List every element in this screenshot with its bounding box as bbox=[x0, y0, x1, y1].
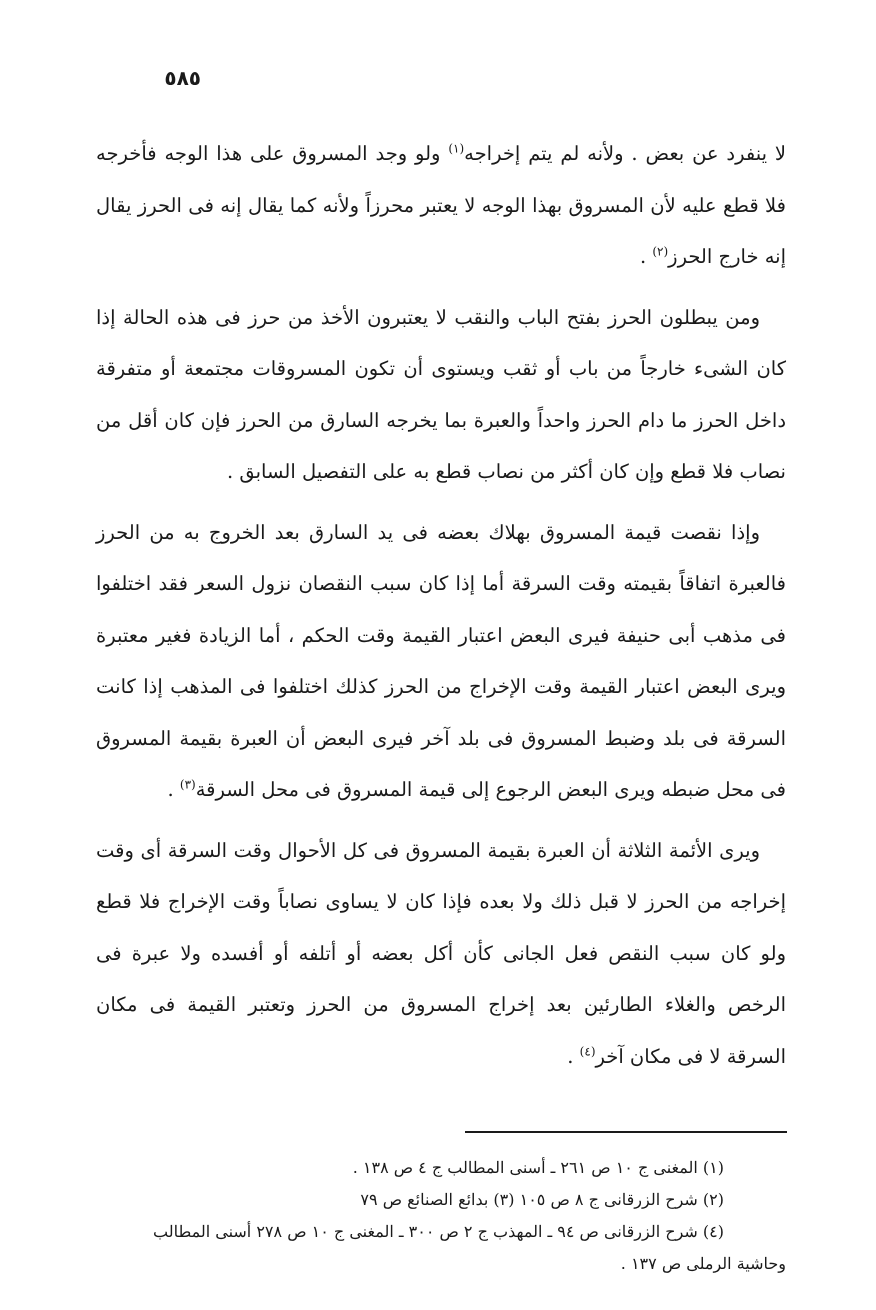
paragraph-3-tail: . bbox=[167, 778, 180, 801]
footnote-1: (١) المغنى ج ١٠ ص ٢٦١ ـ أسنى المطالب ج ٤ ص ١٣٨ . bbox=[352, 1158, 724, 1177]
paragraph-1-lead: لا ينفرد عن بعض . ولأنه لم يتم إخراجه bbox=[464, 142, 787, 165]
main-text bbox=[96, 128, 786, 1091]
paragraph-2: ومن يبطلون الحرز بفتح الباب والنقب لا يعتبرون الأخذ من حرز فى هذه الحالة إذا كان الشىء خارجاً من باب أو ثقب ويستوى أن تكون المسروقات مجتمعة أو متفرقة داخل الحرز ما دام الحرز واحداً والعبرة بما يخرجه السارق من الحرز فإن كان أقل من نصاب فلا قطع وإن كان أكثر من نصاب قطع به على التفصيل السابق . bbox=[96, 305, 786, 483]
page-number: ٥٨٥ bbox=[164, 66, 201, 90]
footnote-4: (٤) شرح الزرقانى ص ٩٤ ـ المهذب ج ٢ ص ٣٠٠ ـ المغنى ج ١٠ ص ٢٧٨ أسنى المطالب bbox=[152, 1222, 724, 1241]
footnote-separator bbox=[465, 1131, 787, 1133]
footnote-ref-3: (٣) bbox=[179, 777, 196, 792]
paragraph-1-end: . bbox=[639, 245, 653, 268]
paragraph-3 bbox=[96, 507, 786, 816]
paragraph-1-tail: ولو وجد المسروق على هذا الوجه فأخرجه فلا قطع عليه لأن المسروق بهذا الوجه لا يعتبر محرزاً ولأنه كما يقال إنه فى الحرز يقال إنه خارج الحرز bbox=[96, 142, 786, 268]
footnote-4-continued: وحاشية الرملى ص ١٣٧ . bbox=[620, 1254, 786, 1273]
footnote-2-3: (٢) شرح الزرقانى ج ٨ ص ١٠٥ (٣) بدائع الصنائع ص ٧٩ bbox=[360, 1190, 724, 1209]
paragraph-1 bbox=[96, 128, 786, 283]
footnotes bbox=[96, 1152, 786, 1280]
paragraph-4 bbox=[96, 825, 786, 1083]
footnote-ref-4: (٤) bbox=[579, 1044, 596, 1058]
paragraph-4-lead: ويرى الأئمة الثلاثة أن العبرة بقيمة المسروق فى كل الأحوال وقت السرقة أى وقت إخراجه من الحرز لا قبل ذلك ولا بعده فإذا كان لا يساوى نصاباً وقت الإخراج فلا قطع ولو كان سبب النقص فعل الجانى كأن أكل بعضه أو أتلفه أو أفسده ولا عبرة فى الرخص والغلاء الطارئين بعد إخراج المسروق من الحرز وتعتبر القيمة فى مكان السرقة لا فى مكان آخر bbox=[96, 838, 786, 1068]
footnote-ref-2: (٢) bbox=[652, 244, 669, 259]
footnote-ref-1: (١) bbox=[448, 141, 465, 156]
paragraph-4-tail: . bbox=[567, 1044, 580, 1068]
paragraph-3-lead: وإذا نقصت قيمة المسروق بهلاك بعضه فى يد السارق بعد الخروج به من الحرز فالعبرة اتفاقاً بقيمته وقت السرقة أما إذا كان سبب النقصان نزول السعر فقد اختلفوا فى مذهب أبى حنيفة فيرى البعض اعتبار القيمة وقت الحكم ، أما الزيادة فغير معتبرة ويرى البعض اعتبار القيمة وقت الإخراج من الحرز كذلك اختلفوا فى المذهب إذا كانت السرقة فى بلد وضبط المسروق فى بلد آخر فيرى البعض أن العبرة بقيمة المسروق فى محل ضبطه ويرى البعض الرجوع إلى قيمة المسروق فى محل السرقة bbox=[96, 520, 786, 801]
